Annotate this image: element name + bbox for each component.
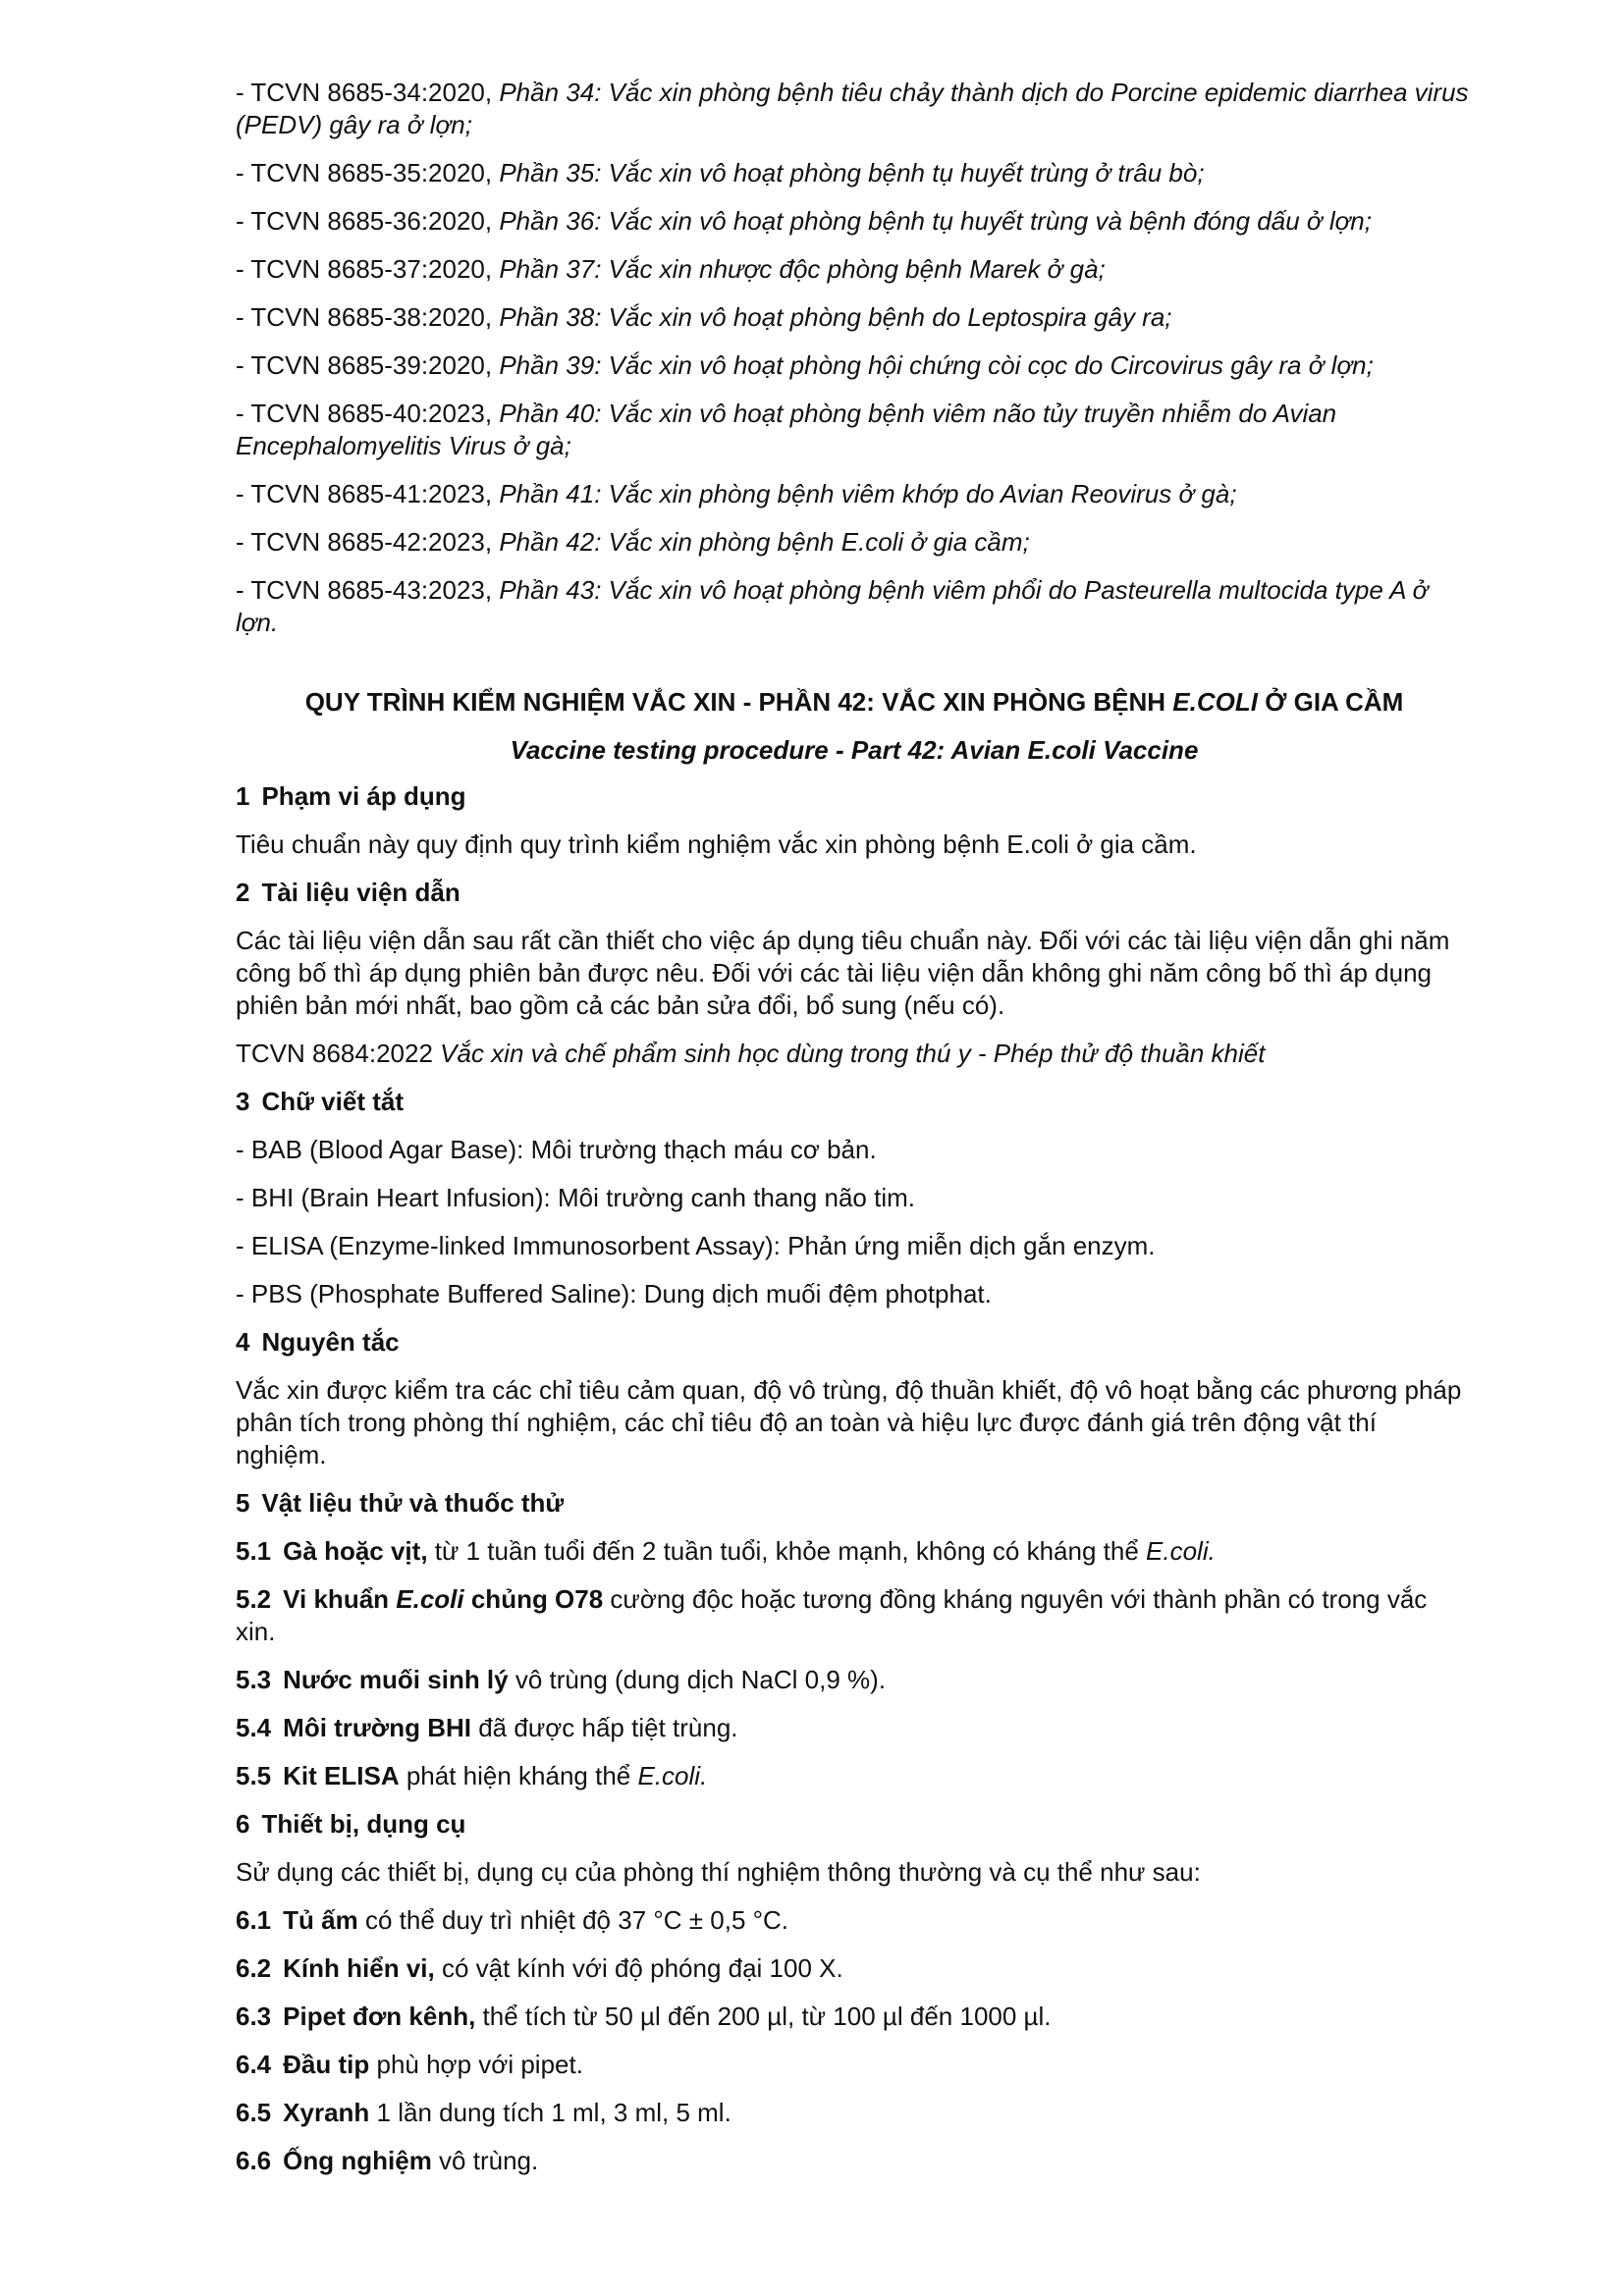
section-1-text: Tiêu chuẩn này quy định quy trình kiểm nghiệm vắc xin phòng bệnh E.coli ở gia cầm. xyxy=(236,829,1197,859)
normative-reference: TCVN 8684:2022 Vắc xin và chế phẩm sinh học dùng trong thú y - Phép thử độ thuần khiết xyxy=(236,1039,1266,1068)
standard-item: - TCVN 8685-43:2023, Phần 43: Vắc xin vô hoạt phòng bệnh viêm phổi do Pasteurella multocida type A ở lợn. xyxy=(236,575,1429,637)
material-item: 5.3 Nước muối sinh lý vô trùng (dung dịch NaCl 0,9 %). xyxy=(236,1665,887,1694)
section-heading-1: 1 Phạm vi áp dụng xyxy=(236,781,466,811)
equipment-item: 6.5 Xyranh 1 lần dung tích 1 ml, 3 ml, 5 ml. xyxy=(236,2098,731,2127)
equipment-item: 6.2 Kính hiển vi, có vật kính với độ phóng đại 100 X. xyxy=(236,1953,843,1983)
abbreviation-item: - BAB (Blood Agar Base): Môi trường thạch máu cơ bản. xyxy=(236,1135,877,1164)
equipment-item: 6.4 Đầu tip phù hợp với pipet. xyxy=(236,2050,583,2079)
standard-item: - TCVN 8685-42:2023, Phần 42: Vắc xin phòng bệnh E.coli ở gia cầm; xyxy=(236,527,1030,557)
material-item: 5.2 Vi khuẩn E.coli chủng O78 cường độc hoặc tương đồng kháng nguyên với thành phần có trong vắc xin. xyxy=(236,1584,1428,1646)
section-heading-6: 6 Thiết bị, dụng cụ xyxy=(236,1809,466,1839)
section-heading-4: 4 Nguyên tắc xyxy=(236,1327,400,1357)
section-2-text: Các tài liệu viện dẫn sau rất cần thiết cho việc áp dụng tiêu chuẩn này. Đối với các tài liệu viện dẫn ghi năm công bố thì áp dụng phiên bản được nêu. Đối với các tài liệu viện dẫn không ghi năm công bố thì áp dụng phiên bản mới nhất, bao gồm cả các bản sửa đổi, bổ sung (nếu có). xyxy=(236,926,1450,1020)
material-item: 5.1 Gà hoặc vịt, từ 1 tuần tuổi đến 2 tuần tuổi, khỏe mạnh, không có kháng thể E.coli. xyxy=(236,1536,1216,1566)
section-6-text: Sử dụng các thiết bị, dụng cụ của phòng thí nghiệm thông thường và cụ thể như sau: xyxy=(236,1857,1201,1887)
standard-item: - TCVN 8685-38:2020, Phần 38: Vắc xin vô hoạt phòng bệnh do Leptospira gây ra; xyxy=(236,302,1172,332)
section-4-text: Vắc xin được kiểm tra các chỉ tiêu cảm quan, độ vô trùng, độ thuần khiết, độ vô hoạt bằng các phương pháp phân tích trong phòng thí nghiệm, các chỉ tiêu độ an toàn và hiệu lực được đánh giá trên động vật thí nghiệm. xyxy=(236,1375,1462,1469)
standard-item: - TCVN 8685-40:2023, Phần 40: Vắc xin vô hoạt phòng bệnh viêm não tủy truyền nhiễm do Avian Encephalomyelitis Virus ở gà; xyxy=(236,399,1337,460)
standard-item: - TCVN 8685-37:2020, Phần 37: Vắc xin nhược độc phòng bệnh Marek ở gà; xyxy=(236,254,1106,284)
equipment-item: 6.3 Pipet đơn kênh, thể tích từ 50 µl đến 200 µl, từ 100 µl đến 1000 µl. xyxy=(236,2002,1052,2031)
document-page xyxy=(236,77,1473,2193)
standard-item: - TCVN 8685-34:2020, Phần 34: Vắc xin phòng bệnh tiêu chảy thành dịch do Porcine epidemic diarrhea virus (PEDV) gây ra ở lợn; xyxy=(236,78,1469,139)
standard-item: - TCVN 8685-36:2020, Phần 36: Vắc xin vô hoạt phòng bệnh tụ huyết trùng và bệnh đóng dấu ở lợn; xyxy=(236,206,1372,236)
standard-item: - TCVN 8685-41:2023, Phần 41: Vắc xin phòng bệnh viêm khớp do Avian Reovirus ở gà; xyxy=(236,479,1237,508)
equipment-item: 6.6 Ống nghiệm vô trùng. xyxy=(236,2146,539,2175)
abbreviation-item: - PBS (Phosphate Buffered Saline): Dung dịch muối đệm photphat. xyxy=(236,1279,992,1308)
abbreviation-item: - BHI (Brain Heart Infusion): Môi trường canh thang não tim. xyxy=(236,1183,915,1212)
abbreviation-item: - ELISA (Enzyme-linked Immunosorbent Assay): Phản ứng miễn dịch gắn enzym. xyxy=(236,1231,1156,1260)
section-heading-3: 3 Chữ viết tắt xyxy=(236,1087,404,1116)
standards-list xyxy=(236,77,1473,639)
equipment-item: 6.1 Tủ ấm có thể duy trì nhiệt độ 37 °C ± 0,5 °C. xyxy=(236,1905,789,1935)
material-item: 5.5 Kit ELISA phát hiện kháng thể E.coli. xyxy=(236,1761,708,1790)
section-heading-5: 5 Vật liệu thử và thuốc thử xyxy=(236,1488,565,1518)
document-subtitle: Vaccine testing procedure - Part 42: Avian E.coli Vaccine xyxy=(510,735,1199,765)
section-heading-2: 2 Tài liệu viện dẫn xyxy=(236,878,460,907)
material-item: 5.4 Môi trường BHI đã được hấp tiệt trùng. xyxy=(236,1713,738,1742)
document-title: QUY TRÌNH KIỂM NGHIỆM VẮC XIN - PHẦN 42: VẮC XIN PHÒNG BỆNH E.COLI Ở GIA CẦM xyxy=(304,687,1404,717)
standard-item: - TCVN 8685-35:2020, Phần 35: Vắc xin vô hoạt phòng bệnh tụ huyết trùng ở trâu bò; xyxy=(236,158,1205,187)
standard-item: - TCVN 8685-39:2020, Phần 39: Vắc xin vô hoạt phòng hội chứng còi cọc do Circovirus gây ra ở lợn; xyxy=(236,350,1374,380)
